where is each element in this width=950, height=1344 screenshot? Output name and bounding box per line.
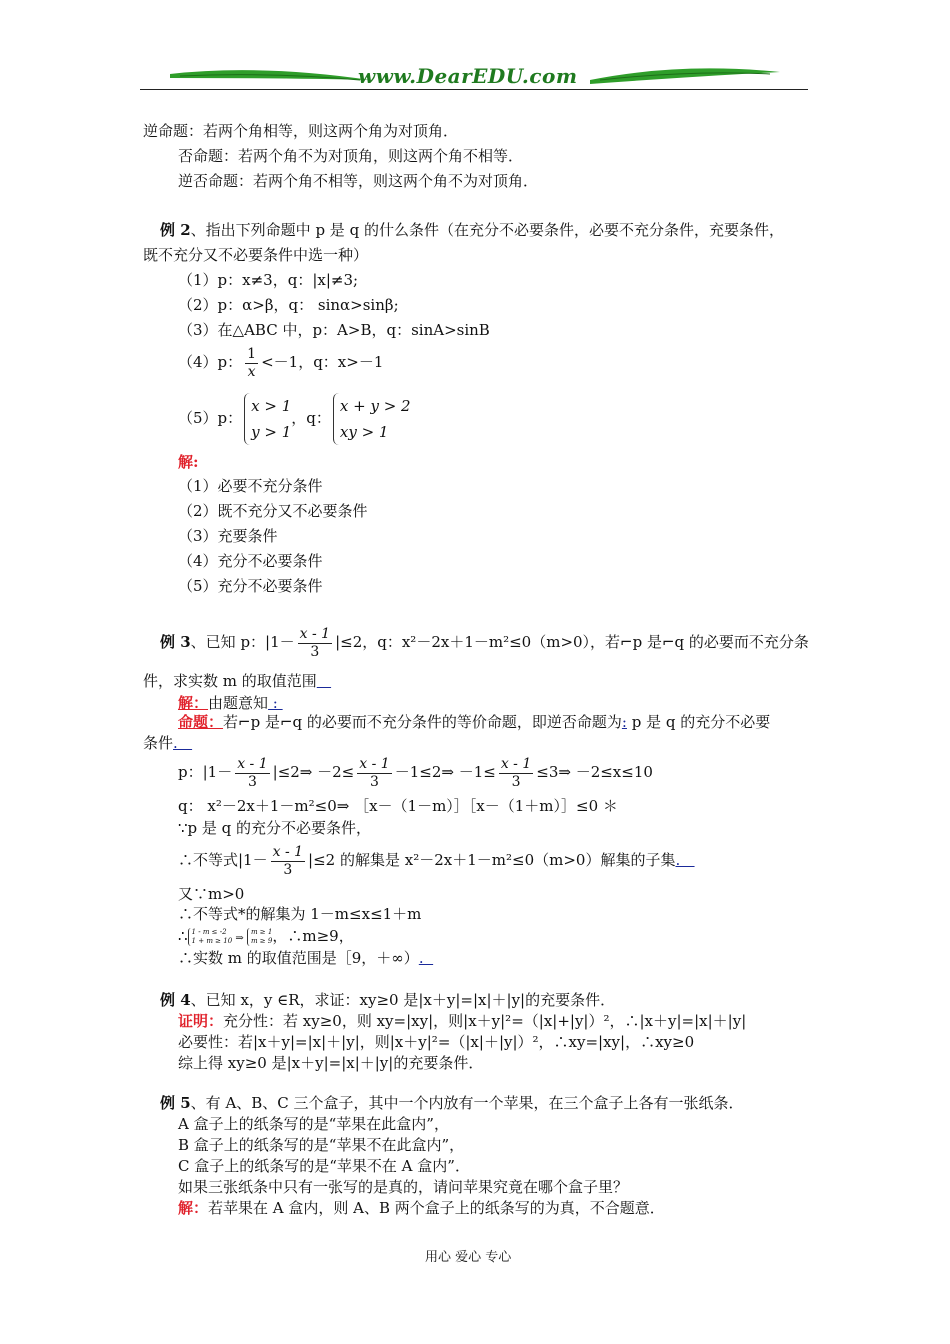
ex2-answer-1: （1）必要不充分条件 [178,477,323,495]
ex3-proposition-line2: 条件. [143,734,193,752]
example-3-line1: 例 3、已知 p：|1－ $\frac{x - 1}{3}$ |≤2，q：x²－2x＋1－m²≤0（m>0），若⌐p 是⌐q 的必要而不充分条 [160,625,809,660]
ex3-solution-line: 解：由题意知 : [178,694,283,712]
example-4-line1: 例 4、已知 x，y ∈R，求证：xy≥0 是|x＋y|=|x|＋|y|的充要条件． [160,991,616,1009]
fraction-one-over-x: $\frac{1}{x}$ [247,345,257,380]
ex3-because: ∵p 是 q 的充分不必要条件， [178,819,372,837]
ex4-conclusion: 综上得 xy≥0 是|x＋y|=|x|＋|y|的充要条件． [178,1054,484,1072]
ex3-therefore-2: ∴不等式*的解集为 1－m≤x≤1＋m [178,905,422,923]
example-3-label: 例 3 [160,633,191,651]
leaf-swoosh-right-icon [590,66,780,88]
example-2-line1: 例 2、指出下列命题中 p 是 q 的什么条件（在充分不必要条件，必要不充分条件，充要条件， [160,221,784,239]
ex2-item-1: （1）p：x≠3，q：|x|≠3; [178,271,359,289]
example-5-line1: 例 5、有 A、B、C 三个盒子，其中一个内放有一个苹果，在三个盒子上各有一张纸条． [160,1094,744,1112]
example-5-label: 例 5 [160,1094,191,1112]
example-2-label: 例 2 [160,221,191,239]
example-4-label: 例 4 [160,991,191,1009]
small-system-2: m ≥ 1 m ≥ 9 [247,928,272,946]
ex3-therefore-3: ∴ 1 - m ≤ -2 1 + m ≥ 10 ⇒ m ≥ 1 m ≥ 9 ，∴m≥9， [178,927,354,945]
ex4-necessity: 必要性：若|x＋y|=|x|＋|y|，则|x＋y|²=（|x|＋|y|）²，∴xy=|xy|，∴xy≥0 [178,1033,695,1051]
ex2-item-2: （2）p：α>β，q： sinα>sinβ; [178,296,399,314]
ex2-answer-4: （4）充分不必要条件 [178,552,323,570]
intro-converse: 逆命题：若两个角相等，则这两个角为对顶角． [143,122,459,140]
ex2-answer-2: （2）既不充分又不必要条件 [178,502,368,520]
ex5-question: 如果三张纸条中只有一张写的是真的，请问苹果究竟在哪个盒子里？ [178,1178,629,1196]
system-p: x > 1 y > 1 [244,393,291,445]
ex2-item-5: （5）p： x > 1 y > 1 ，q： x + y > 2 xy > 1 [178,390,411,446]
ex2-item-4: （4）p： $\frac{1}{x}$ <－1，q：x>－1 [178,345,384,380]
ex5-solution: 解：若苹果在 A 盒内，则 A、B 两个盒子上的纸条写的为真，不合题意． [178,1199,665,1217]
ex2-answer-5: （5）充分不必要条件 [178,577,323,595]
leaf-swoosh-left-icon [170,66,370,88]
ex3-also: 又∵m>0 [178,885,245,903]
intro-inverse: 否命题：若两个角不为对顶角，则这两个角不相等． [178,147,524,165]
ex3-therefore-1: ∴不等式|1－ $\frac{x - 1}{3}$ |≤2 的解集是 x²－2x＋1－m²≤0（m>0）解集的子集. [178,843,695,878]
small-system-1: 1 - m ≤ -2 1 + m ≥ 10 [188,928,233,946]
ex3-proposition-line: 命题：若⌐p 是⌐q 的必要而不充分条件的等价命题，即逆否命题为: p 是 q 的充分不必要 [178,713,771,731]
page-footer: 用心 爱心 专心 [425,1250,512,1265]
ex5-box-b: B 盒子上的纸条写的是“苹果不在此盒内”， [178,1136,465,1154]
header-rule [140,89,808,90]
example-2-line2: 既不充分又不必要条件中选一种） [143,246,369,264]
ex2-item-3: （3）在△ABC 中，p：A>B，q：sinA>sinB [178,321,490,339]
intro-contrapositive: 逆否命题：若两个角不相等，则这两个角不为对顶角． [178,172,539,190]
ex5-box-c: C 盒子上的纸条写的是“苹果不在 A 盒内”． [178,1157,470,1175]
ex5-box-a: A 盒子上的纸条写的是“苹果在此盒内”， [178,1115,449,1133]
ex2-answer-3: （3）充要条件 [178,527,278,545]
header-banner [140,60,808,96]
ex3-q-derivation: q： x²－2x＋1－m²≤0⇒ ［x－（1－m）］［x－（1＋m）］≤0 ＊ [178,797,618,815]
ex2-solution-label: 解: [178,453,199,471]
site-logo-text: www.DearEDU.com [358,64,578,88]
ex4-sufficiency: 证明：充分性：若 xy≥0，则 xy=|xy|，则|x＋y|²=（|x|+|y|）²，∴|x＋y|=|x|＋|y| [178,1012,747,1030]
ex3-p-derivation: p：|1－ $\frac{x - 1}{3}$ |≤2⇒ －2≤ $\frac{x - 1}{3}$ －1≤2⇒ －1≤ $\frac{x - 1}{3}$ ≤3⇒ －2≤x≤10 [178,755,653,790]
system-q: x + y > 2 xy > 1 [333,393,411,445]
ex3-therefore-4: ∴实数 m 的取值范围是［9，＋∞）. [178,949,434,967]
example-3-line2: 件，求实数 m 的取值范围 [143,672,317,690]
